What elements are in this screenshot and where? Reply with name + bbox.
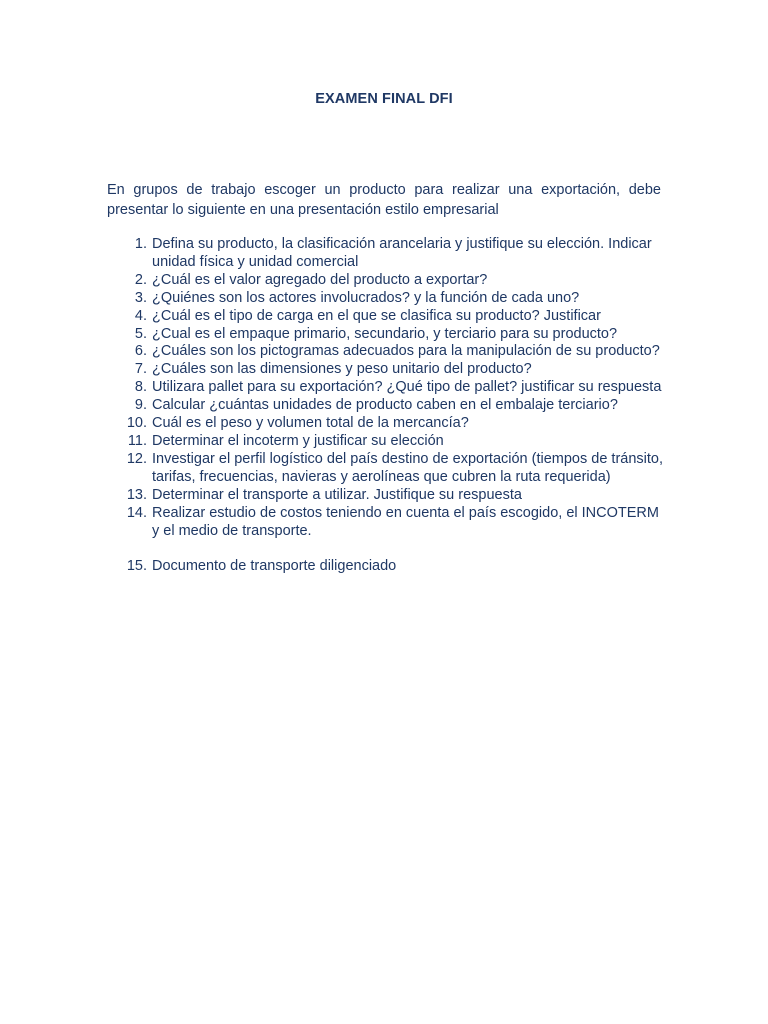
list-item-text: ¿Cuál es el tipo de carga en el que se clasifica su producto? Justificar xyxy=(152,307,601,324)
list-item-text: ¿Cuál es el valor agregado del producto a exportar? xyxy=(152,271,488,288)
question-list xyxy=(107,236,667,576)
list-item-text: Documento de transporte diligenciado xyxy=(152,558,397,575)
list-item xyxy=(107,272,667,290)
list-item-number: 10. xyxy=(126,415,147,432)
list-item-number: 2. xyxy=(134,271,147,288)
list-item-text: ¿Cual es el empaque primario, secundario, y terciario para su producto? xyxy=(152,325,618,342)
list-item-text: Cuál es el peso y volumen total de la mercancía? xyxy=(152,415,469,432)
list-item-text: ¿Quiénes son los actores involucrados? y la función de cada uno? xyxy=(152,289,580,306)
intro-paragraph: En grupos de trabajo escoger un producto para realizar una exportación, debe presentar lo siguiente en una presentación estilo empresarial xyxy=(107,182,661,218)
list-item-text: ¿Cuáles son las dimensiones y peso unitario del producto? xyxy=(152,361,532,378)
list-item-number: 12. xyxy=(126,450,147,467)
list-item-text: Investigar el perfil logístico del país destino de exportación (tiempos de tránsito, tarifas, frecuencias, navieras y aerolíneas que cubren la ruta requerida) xyxy=(152,450,663,485)
list-item-number: 8. xyxy=(134,379,147,396)
list-item-number: 11. xyxy=(127,432,147,449)
list-item-text: Determinar el transporte a utilizar. Justifique su respuesta xyxy=(152,486,522,503)
list-item xyxy=(107,308,667,326)
list-item-text: Determinar el incoterm y justificar su elección xyxy=(152,432,444,449)
list-item-number: 5. xyxy=(134,325,147,342)
document-title: EXAMEN FINAL DFI xyxy=(315,91,453,107)
list-item-text: Realizar estudio de costos teniendo en cuenta el país escogido, el INCOTERM y el medio de transporte. xyxy=(152,504,659,539)
list-item-number: 13. xyxy=(126,486,147,503)
list-item xyxy=(107,487,667,505)
list-item-number: 6. xyxy=(134,343,147,360)
list-item-number: 4. xyxy=(134,307,147,324)
list-item xyxy=(107,433,667,451)
list-item xyxy=(107,326,667,344)
list-item-number: 3. xyxy=(134,289,147,306)
list-item-text: ¿Cuáles son los pictogramas adecuados para la manipulación de su producto? xyxy=(152,343,660,360)
list-item xyxy=(107,397,667,415)
list-item xyxy=(107,361,667,379)
list-item xyxy=(107,451,667,487)
list-item xyxy=(107,379,667,397)
list-item xyxy=(107,290,667,308)
list-item-number: 9. xyxy=(134,397,147,414)
list-item-text: Defina su producto, la clasificación arancelaria y justifique su elección. Indicar unidad física y unidad comercial xyxy=(152,236,652,270)
list-item-number: 15. xyxy=(126,558,147,575)
list-item xyxy=(107,343,667,361)
list-item-number: 1. xyxy=(134,236,147,252)
list-item xyxy=(107,558,667,576)
list-item-number: 14. xyxy=(126,504,147,521)
list-item-text: Calcular ¿cuántas unidades de producto caben en el embalaje terciario? xyxy=(152,397,618,414)
list-item xyxy=(107,415,667,433)
list-item-number: 7. xyxy=(134,361,147,378)
list-item xyxy=(107,505,667,541)
list-item-text: Utilizara pallet para su exportación? ¿Qué tipo de pallet? justificar su respuesta xyxy=(152,379,662,396)
list-item xyxy=(107,236,667,272)
